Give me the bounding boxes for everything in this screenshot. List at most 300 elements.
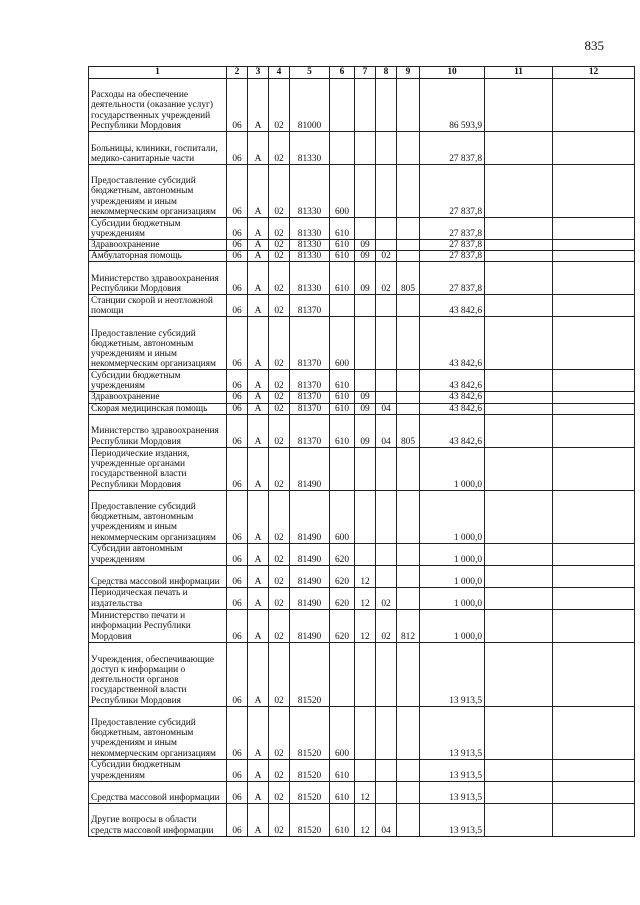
code-col-2: 06 [227, 392, 248, 403]
col-12-cell [553, 642, 635, 706]
amount-cell: 27 837,8 [420, 132, 485, 165]
code-col-5: 81490 [290, 543, 330, 565]
header-row [89, 67, 635, 79]
amount-cell: 13 913,5 [420, 706, 485, 759]
column-header: 11 [485, 67, 553, 79]
code-col-5: 81330 [290, 165, 330, 218]
code-col-9: 805 [397, 262, 420, 295]
amount-cell: 27 837,8 [420, 240, 485, 251]
col-11-cell [485, 781, 553, 803]
code-col-9 [397, 587, 420, 609]
code-col-7: 09 [355, 240, 376, 251]
table-row [89, 403, 635, 414]
column-header: 10 [420, 67, 485, 79]
code-col-9: 812 [397, 609, 420, 642]
row-label: Периодическая печать и издательства [89, 587, 227, 609]
amount-cell: 27 837,8 [420, 262, 485, 295]
col-12-cell [553, 165, 635, 218]
code-col-7 [355, 759, 376, 781]
code-col-5: 81370 [290, 403, 330, 414]
column-header: 9 [397, 67, 420, 79]
code-col-2: 06 [227, 403, 248, 414]
code-col-3: А [248, 370, 269, 392]
code-col-2: 06 [227, 132, 248, 165]
code-col-4: 02 [269, 706, 290, 759]
code-col-8 [376, 370, 397, 392]
amount-cell: 1 000,0 [420, 490, 485, 543]
column-header: 2 [227, 67, 248, 79]
amount-cell: 13 913,5 [420, 781, 485, 803]
code-col-3: А [248, 781, 269, 803]
code-col-2: 06 [227, 759, 248, 781]
code-col-9 [397, 781, 420, 803]
code-col-4: 02 [269, 642, 290, 706]
code-col-2: 06 [227, 370, 248, 392]
code-col-2: 06 [227, 447, 248, 490]
code-col-7 [355, 642, 376, 706]
table-row [89, 317, 635, 370]
column-header: 8 [376, 67, 397, 79]
code-col-8 [376, 781, 397, 803]
code-col-9 [397, 565, 420, 587]
col-11-cell [485, 414, 553, 447]
table-row [89, 262, 635, 295]
code-col-8: 04 [376, 403, 397, 414]
code-col-2: 06 [227, 317, 248, 370]
table-row [89, 642, 635, 706]
table-row [89, 543, 635, 565]
col-11-cell [485, 587, 553, 609]
code-col-3: А [248, 240, 269, 251]
col-11-cell [485, 543, 553, 565]
code-col-5: 81490 [290, 565, 330, 587]
code-col-8 [376, 218, 397, 240]
row-label: Предоставление субсидий бюджетным, автономным учреждениям и иным некоммерческим организациям [89, 706, 227, 759]
code-col-3: А [248, 165, 269, 218]
code-col-8 [376, 165, 397, 218]
code-col-2: 06 [227, 642, 248, 706]
code-col-2: 06 [227, 706, 248, 759]
code-col-4: 02 [269, 370, 290, 392]
code-col-2: 06 [227, 565, 248, 587]
row-label: Станции скорой и неотложной помощи [89, 295, 227, 317]
code-col-7: 12 [355, 803, 376, 836]
code-col-2: 06 [227, 79, 248, 132]
code-col-3: А [248, 447, 269, 490]
code-col-7: 09 [355, 392, 376, 403]
code-col-3: А [248, 609, 269, 642]
code-col-3: А [248, 392, 269, 403]
col-12-cell [553, 218, 635, 240]
code-col-6: 610 [330, 403, 355, 414]
code-col-8: 02 [376, 251, 397, 262]
code-col-7 [355, 543, 376, 565]
code-col-8 [376, 240, 397, 251]
row-label: Субсидии бюджетным учреждениям [89, 218, 227, 240]
amount-cell: 43 842,6 [420, 392, 485, 403]
code-col-6: 610 [330, 370, 355, 392]
code-col-7 [355, 490, 376, 543]
col-12-cell [553, 295, 635, 317]
code-col-7 [355, 370, 376, 392]
amount-cell: 1 000,0 [420, 587, 485, 609]
code-col-6: 610 [330, 392, 355, 403]
code-col-9: 805 [397, 414, 420, 447]
code-col-6: 610 [330, 251, 355, 262]
column-header: 6 [330, 67, 355, 79]
code-col-3: А [248, 262, 269, 295]
table-row [89, 295, 635, 317]
amount-cell: 1 000,0 [420, 543, 485, 565]
code-col-6: 600 [330, 490, 355, 543]
code-col-2: 06 [227, 587, 248, 609]
code-col-4: 02 [269, 565, 290, 587]
code-col-5: 81330 [290, 218, 330, 240]
code-col-5: 81490 [290, 447, 330, 490]
code-col-9 [397, 218, 420, 240]
code-col-4: 02 [269, 79, 290, 132]
code-col-5: 81490 [290, 490, 330, 543]
code-col-6: 620 [330, 565, 355, 587]
column-header: 12 [553, 67, 635, 79]
code-col-8 [376, 490, 397, 543]
column-header: 1 [89, 67, 227, 79]
code-col-5: 81520 [290, 642, 330, 706]
code-col-6: 600 [330, 165, 355, 218]
code-col-2: 06 [227, 490, 248, 543]
code-col-5: 81330 [290, 132, 330, 165]
code-col-3: А [248, 587, 269, 609]
budget-table [88, 66, 635, 837]
code-col-7: 12 [355, 609, 376, 642]
row-label: Учреждения, обеспечивающие доступ к информации о деятельности органов государственной власти Республики Мордовия [89, 642, 227, 706]
code-col-4: 02 [269, 609, 290, 642]
code-col-3: А [248, 543, 269, 565]
col-11-cell [485, 79, 553, 132]
col-12-cell [553, 565, 635, 587]
code-col-8 [376, 447, 397, 490]
amount-cell: 13 913,5 [420, 642, 485, 706]
code-col-5: 81520 [290, 803, 330, 836]
table-row [89, 165, 635, 218]
code-col-3: А [248, 317, 269, 370]
col-12-cell [553, 706, 635, 759]
code-col-2: 06 [227, 609, 248, 642]
page-number: 835 [584, 38, 604, 53]
code-col-2: 06 [227, 295, 248, 317]
code-col-4: 02 [269, 392, 290, 403]
table-row [89, 251, 635, 262]
row-label: Предоставление субсидий бюджетным, автономным учреждениям и иным некоммерческим организациям [89, 165, 227, 218]
col-11-cell [485, 262, 553, 295]
code-col-4: 02 [269, 759, 290, 781]
code-col-5: 81370 [290, 295, 330, 317]
col-12-cell [553, 132, 635, 165]
amount-cell: 13 913,5 [420, 759, 485, 781]
amount-cell: 1 000,0 [420, 609, 485, 642]
row-label: Министерство печати и информации Республики Мордовия [89, 609, 227, 642]
code-col-6 [330, 642, 355, 706]
table-row [89, 414, 635, 447]
code-col-7: 09 [355, 262, 376, 295]
row-label: Субсидии бюджетным учреждениям [89, 370, 227, 392]
row-label: Средства массовой информации [89, 565, 227, 587]
code-col-7: 09 [355, 414, 376, 447]
code-col-9 [397, 543, 420, 565]
code-col-3: А [248, 218, 269, 240]
code-col-9 [397, 706, 420, 759]
code-col-4: 02 [269, 490, 290, 543]
col-11-cell [485, 706, 553, 759]
code-col-5: 81490 [290, 587, 330, 609]
code-col-3: А [248, 79, 269, 132]
code-col-2: 06 [227, 543, 248, 565]
code-col-6: 600 [330, 317, 355, 370]
amount-cell: 1 000,0 [420, 447, 485, 490]
code-col-6: 610 [330, 414, 355, 447]
amount-cell: 27 837,8 [420, 218, 485, 240]
col-12-cell [553, 587, 635, 609]
row-label: Субсидии бюджетным учреждениям [89, 759, 227, 781]
col-11-cell [485, 447, 553, 490]
amount-cell: 43 842,6 [420, 295, 485, 317]
col-11-cell [485, 218, 553, 240]
code-col-6: 610 [330, 218, 355, 240]
code-col-6 [330, 295, 355, 317]
code-col-7 [355, 132, 376, 165]
code-col-5: 81330 [290, 262, 330, 295]
code-col-4: 02 [269, 414, 290, 447]
table-row [89, 447, 635, 490]
code-col-9 [397, 251, 420, 262]
code-col-8 [376, 642, 397, 706]
col-12-cell [553, 414, 635, 447]
code-col-9 [397, 165, 420, 218]
amount-cell: 43 842,6 [420, 414, 485, 447]
col-11-cell [485, 759, 553, 781]
code-col-8: 04 [376, 414, 397, 447]
code-col-9 [397, 295, 420, 317]
row-label: Субсидии автономным учреждениям [89, 543, 227, 565]
col-12-cell [553, 392, 635, 403]
code-col-3: А [248, 565, 269, 587]
table-row [89, 759, 635, 781]
code-col-8: 04 [376, 803, 397, 836]
code-col-4: 02 [269, 295, 290, 317]
code-col-4: 02 [269, 447, 290, 490]
amount-cell: 43 842,6 [420, 317, 485, 370]
col-12-cell [553, 403, 635, 414]
code-col-5: 81000 [290, 79, 330, 132]
code-col-6: 610 [330, 759, 355, 781]
code-col-2: 06 [227, 262, 248, 295]
code-col-9 [397, 803, 420, 836]
col-11-cell [485, 251, 553, 262]
code-col-9 [397, 759, 420, 781]
code-col-4: 02 [269, 587, 290, 609]
column-header: 3 [248, 67, 269, 79]
code-col-3: А [248, 642, 269, 706]
amount-cell: 86 593,9 [420, 79, 485, 132]
col-12-cell [553, 609, 635, 642]
code-col-6: 610 [330, 240, 355, 251]
code-col-5: 81520 [290, 759, 330, 781]
col-11-cell [485, 803, 553, 836]
amount-cell: 43 842,6 [420, 370, 485, 392]
code-col-5: 81330 [290, 251, 330, 262]
code-col-8 [376, 706, 397, 759]
col-11-cell [485, 403, 553, 414]
col-11-cell [485, 642, 553, 706]
table-row [89, 803, 635, 836]
table-row [89, 609, 635, 642]
code-col-2: 06 [227, 240, 248, 251]
code-col-3: А [248, 706, 269, 759]
row-label: Министерство здравоохранения Республики Мордовия [89, 262, 227, 295]
col-12-cell [553, 262, 635, 295]
code-col-5: 81330 [290, 240, 330, 251]
code-col-7: 09 [355, 251, 376, 262]
code-col-5: 81490 [290, 609, 330, 642]
row-label: Здравоохранение [89, 392, 227, 403]
code-col-8 [376, 295, 397, 317]
col-12-cell [553, 543, 635, 565]
code-col-4: 02 [269, 262, 290, 295]
column-header: 7 [355, 67, 376, 79]
col-12-cell [553, 317, 635, 370]
col-11-cell [485, 392, 553, 403]
code-col-8: 02 [376, 262, 397, 295]
row-label: Предоставление субсидий бюджетным, автономным учреждениям и иным некоммерческим организациям [89, 317, 227, 370]
table-row [89, 240, 635, 251]
code-col-2: 06 [227, 414, 248, 447]
code-col-4: 02 [269, 240, 290, 251]
code-col-7: 12 [355, 781, 376, 803]
table-row [89, 370, 635, 392]
col-11-cell [485, 295, 553, 317]
code-col-3: А [248, 295, 269, 317]
col-12-cell [553, 251, 635, 262]
code-col-6 [330, 79, 355, 132]
code-col-9 [397, 392, 420, 403]
code-col-9 [397, 132, 420, 165]
table-body [89, 79, 635, 837]
code-col-5: 81370 [290, 317, 330, 370]
code-col-9 [397, 490, 420, 543]
code-col-3: А [248, 759, 269, 781]
code-col-6: 610 [330, 262, 355, 295]
code-col-4: 02 [269, 403, 290, 414]
code-col-8 [376, 565, 397, 587]
code-col-7 [355, 706, 376, 759]
code-col-6: 620 [330, 543, 355, 565]
col-12-cell [553, 781, 635, 803]
code-col-7 [355, 218, 376, 240]
code-col-4: 02 [269, 251, 290, 262]
code-col-8: 02 [376, 587, 397, 609]
row-label: Амбулаторная помощь [89, 251, 227, 262]
table-row [89, 781, 635, 803]
code-col-9 [397, 403, 420, 414]
code-col-4: 02 [269, 543, 290, 565]
code-col-3: А [248, 803, 269, 836]
table-row [89, 587, 635, 609]
row-label: Здравоохранение [89, 240, 227, 251]
code-col-8 [376, 543, 397, 565]
col-12-cell [553, 759, 635, 781]
code-col-4: 02 [269, 317, 290, 370]
code-col-4: 02 [269, 132, 290, 165]
amount-cell: 27 837,8 [420, 165, 485, 218]
amount-cell: 1 000,0 [420, 565, 485, 587]
col-12-cell [553, 490, 635, 543]
code-col-7 [355, 447, 376, 490]
code-col-2: 06 [227, 218, 248, 240]
code-col-7: 09 [355, 403, 376, 414]
table-row [89, 79, 635, 132]
col-11-cell [485, 565, 553, 587]
code-col-2: 06 [227, 251, 248, 262]
row-label: Расходы на обеспечение деятельности (оказание услуг) государственных учреждений Республики Мордовия [89, 79, 227, 132]
column-header: 5 [290, 67, 330, 79]
code-col-9 [397, 317, 420, 370]
code-col-9 [397, 79, 420, 132]
code-col-5: 81370 [290, 392, 330, 403]
table-row [89, 565, 635, 587]
code-col-9 [397, 240, 420, 251]
code-col-2: 06 [227, 803, 248, 836]
code-col-4: 02 [269, 165, 290, 218]
col-12-cell [553, 803, 635, 836]
col-12-cell [553, 447, 635, 490]
amount-cell: 27 837,8 [420, 251, 485, 262]
code-col-4: 02 [269, 803, 290, 836]
column-header: 4 [269, 67, 290, 79]
row-label: Другие вопросы в области средств массовой информации [89, 803, 227, 836]
amount-cell: 43 842,6 [420, 403, 485, 414]
col-11-cell [485, 240, 553, 251]
row-label: Скорая медицинская помощь [89, 403, 227, 414]
code-col-3: А [248, 251, 269, 262]
code-col-3: А [248, 414, 269, 447]
code-col-5: 81370 [290, 370, 330, 392]
code-col-6: 600 [330, 706, 355, 759]
code-col-7 [355, 79, 376, 132]
row-label: Министерство здравоохранения Республики Мордовия [89, 414, 227, 447]
table-row [89, 490, 635, 543]
row-label: Больницы, клиники, госпитали, медико-санитарные части [89, 132, 227, 165]
code-col-7 [355, 165, 376, 218]
col-11-cell [485, 317, 553, 370]
table-row [89, 218, 635, 240]
col-11-cell [485, 490, 553, 543]
col-11-cell [485, 165, 553, 218]
amount-cell: 13 913,5 [420, 803, 485, 836]
col-11-cell [485, 370, 553, 392]
code-col-8 [376, 392, 397, 403]
code-col-2: 06 [227, 165, 248, 218]
code-col-7: 12 [355, 565, 376, 587]
code-col-3: А [248, 403, 269, 414]
code-col-7: 12 [355, 587, 376, 609]
code-col-3: А [248, 490, 269, 543]
code-col-6: 620 [330, 587, 355, 609]
col-11-cell [485, 609, 553, 642]
code-col-6 [330, 447, 355, 490]
code-col-5: 81520 [290, 781, 330, 803]
row-label: Периодические издания, учрежденные органами государственной власти Республики Мордовия [89, 447, 227, 490]
code-col-6: 610 [330, 781, 355, 803]
